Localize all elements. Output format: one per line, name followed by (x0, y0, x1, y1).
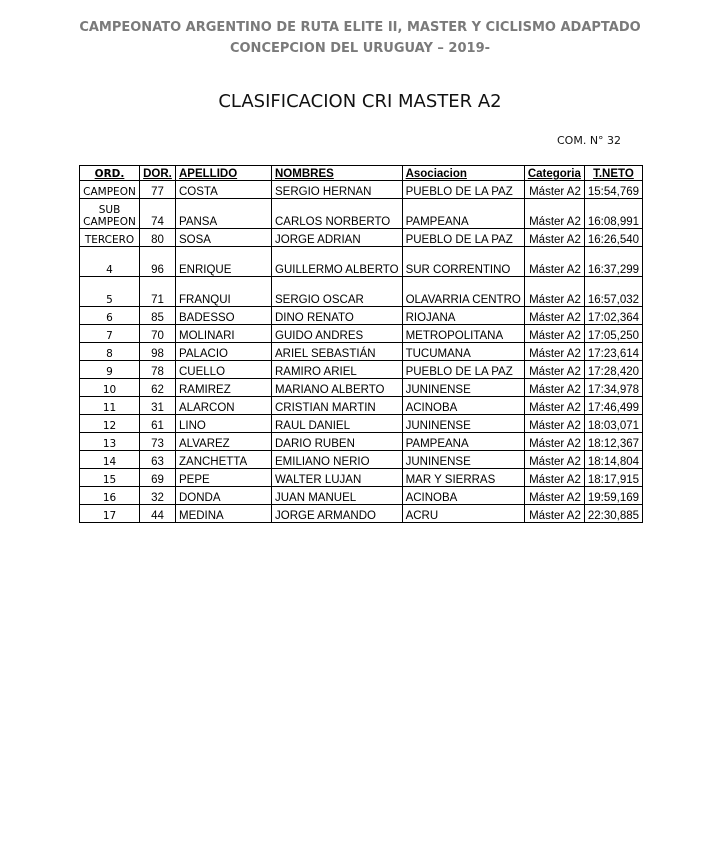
surname-cell: CUELLO (176, 361, 272, 379)
surname-cell: ZANCHETTA (176, 451, 272, 469)
place-cell: 10 (80, 379, 140, 397)
bib-number-cell: 73 (140, 433, 176, 451)
bib-number-cell: 74 (140, 199, 176, 229)
place-cell: SUB CAMPEON (80, 199, 140, 229)
bib-number-cell: 44 (140, 505, 176, 523)
table-header-row (80, 166, 643, 181)
surname-cell: DONDA (176, 487, 272, 505)
table-body (80, 181, 643, 523)
association-cell: RIOJANA (402, 307, 524, 325)
category-cell: Máster A2 (524, 451, 584, 469)
championship-title: CAMPEONATO ARGENTINO DE RUTA ELITE II, MASTER Y CICLISMO ADAPTADO (79, 20, 641, 35)
table-row (80, 307, 643, 325)
association-cell: SUR CORRENTINO (402, 247, 524, 277)
classification-title: CLASIFICACION CRI MASTER A2 (218, 91, 502, 112)
surname-cell: PALACIO (176, 343, 272, 361)
association-cell: ACRU (402, 505, 524, 523)
category-cell: Máster A2 (524, 415, 584, 433)
bib-number-cell: 61 (140, 415, 176, 433)
results-table (79, 165, 643, 523)
association-cell: PAMPEANA (402, 199, 524, 229)
bib-number-cell: 85 (140, 307, 176, 325)
communique-number: COM. N° 32 (557, 134, 622, 147)
given-names-cell: GUILLERMO ALBERTO (272, 247, 403, 277)
col-header-apellido: APELLIDO (176, 166, 272, 181)
association-cell: OLAVARRIA CENTRO (402, 277, 524, 307)
place-cell: 11 (80, 397, 140, 415)
surname-cell: BADESSO (176, 307, 272, 325)
col-header-dor: DOR. (140, 166, 176, 181)
bib-number-cell: 78 (140, 361, 176, 379)
surname-cell: RAMIREZ (176, 379, 272, 397)
bib-number-cell: 77 (140, 181, 176, 199)
bib-number-cell: 63 (140, 451, 176, 469)
bib-number-cell: 80 (140, 229, 176, 247)
surname-cell: LINO (176, 415, 272, 433)
table-row (80, 361, 643, 379)
association-cell: ACINOBA (402, 487, 524, 505)
table-row (80, 397, 643, 415)
table-row (80, 415, 643, 433)
given-names-cell: WALTER LUJAN (272, 469, 403, 487)
category-cell: Máster A2 (524, 325, 584, 343)
place-cell: 16 (80, 487, 140, 505)
net-time-cell: 18:17,915 (584, 469, 642, 487)
given-names-cell: ARIEL SEBASTIÁN (272, 343, 403, 361)
col-header-ord: ORD. (80, 166, 140, 181)
bib-number-cell: 70 (140, 325, 176, 343)
place-cell: CAMPEON (80, 181, 140, 199)
table-row (80, 181, 643, 199)
place-cell: 4 (80, 247, 140, 277)
category-cell: Máster A2 (524, 379, 584, 397)
surname-cell: MEDINA (176, 505, 272, 523)
given-names-cell: RAUL DANIEL (272, 415, 403, 433)
net-time-cell: 18:14,804 (584, 451, 642, 469)
association-cell: PAMPEANA (402, 433, 524, 451)
association-cell: METROPOLITANA (402, 325, 524, 343)
table-row (80, 433, 643, 451)
bib-number-cell: 32 (140, 487, 176, 505)
place-cell: 6 (80, 307, 140, 325)
place-cell: 9 (80, 361, 140, 379)
association-cell: ACINOBA (402, 397, 524, 415)
category-cell: Máster A2 (524, 397, 584, 415)
table-row (80, 343, 643, 361)
table-row (80, 229, 643, 247)
category-cell: Máster A2 (524, 229, 584, 247)
col-header-tneto: T.NETO (584, 166, 642, 181)
col-header-nombres: NOMBRES (272, 166, 403, 181)
given-names-cell: DINO RENATO (272, 307, 403, 325)
bib-number-cell: 96 (140, 247, 176, 277)
net-time-cell: 22:30,885 (584, 505, 642, 523)
category-cell: Máster A2 (524, 505, 584, 523)
association-cell: PUEBLO DE LA PAZ (402, 181, 524, 199)
association-cell: JUNINENSE (402, 379, 524, 397)
place-cell: 14 (80, 451, 140, 469)
given-names-cell: CRISTIAN MARTIN (272, 397, 403, 415)
surname-cell: SOSA (176, 229, 272, 247)
surname-cell: ALVAREZ (176, 433, 272, 451)
table-row (80, 379, 643, 397)
surname-cell: PANSA (176, 199, 272, 229)
bib-number-cell: 98 (140, 343, 176, 361)
association-cell: JUNINENSE (402, 451, 524, 469)
net-time-cell: 15:54,769 (584, 181, 642, 199)
given-names-cell: CARLOS NORBERTO (272, 199, 403, 229)
table-row (80, 469, 643, 487)
given-names-cell: GUIDO ANDRES (272, 325, 403, 343)
given-names-cell: RAMIRO ARIEL (272, 361, 403, 379)
category-cell: Máster A2 (524, 307, 584, 325)
place-cell: 8 (80, 343, 140, 361)
bib-number-cell: 69 (140, 469, 176, 487)
net-time-cell: 19:59,169 (584, 487, 642, 505)
surname-cell: ALARCON (176, 397, 272, 415)
given-names-cell: SERGIO OSCAR (272, 277, 403, 307)
place-cell: 7 (80, 325, 140, 343)
category-cell: Máster A2 (524, 181, 584, 199)
place-cell: 13 (80, 433, 140, 451)
category-cell: Máster A2 (524, 361, 584, 379)
table-row (80, 199, 643, 229)
net-time-cell: 17:23,614 (584, 343, 642, 361)
category-cell: Máster A2 (524, 199, 584, 229)
given-names-cell: SERGIO HERNAN (272, 181, 403, 199)
table-row (80, 277, 643, 307)
given-names-cell: DARIO RUBEN (272, 433, 403, 451)
given-names-cell: EMILIANO NERIO (272, 451, 403, 469)
net-time-cell: 17:05,250 (584, 325, 642, 343)
place-cell: 15 (80, 469, 140, 487)
table-row (80, 247, 643, 277)
given-names-cell: JUAN MANUEL (272, 487, 403, 505)
place-cell: 12 (80, 415, 140, 433)
category-cell: Máster A2 (524, 277, 584, 307)
net-time-cell: 17:28,420 (584, 361, 642, 379)
given-names-cell: JORGE ARMANDO (272, 505, 403, 523)
category-cell: Máster A2 (524, 487, 584, 505)
table-row (80, 325, 643, 343)
surname-cell: COSTA (176, 181, 272, 199)
net-time-cell: 17:02,364 (584, 307, 642, 325)
place-cell: 5 (80, 277, 140, 307)
net-time-cell: 17:46,499 (584, 397, 642, 415)
surname-cell: FRANQUI (176, 277, 272, 307)
net-time-cell: 18:12,367 (584, 433, 642, 451)
net-time-cell: 16:37,299 (584, 247, 642, 277)
place-cell: 17 (80, 505, 140, 523)
association-cell: TUCUMANA (402, 343, 524, 361)
bib-number-cell: 71 (140, 277, 176, 307)
category-cell: Máster A2 (524, 469, 584, 487)
net-time-cell: 17:34,978 (584, 379, 642, 397)
association-cell: PUEBLO DE LA PAZ (402, 229, 524, 247)
association-cell: JUNINENSE (402, 415, 524, 433)
given-names-cell: JORGE ADRIAN (272, 229, 403, 247)
place-cell: TERCERO (80, 229, 140, 247)
surname-cell: PEPE (176, 469, 272, 487)
category-cell: Máster A2 (524, 343, 584, 361)
surname-cell: ENRIQUE (176, 247, 272, 277)
col-header-categoria: Categoria (524, 166, 584, 181)
table-row (80, 505, 643, 523)
surname-cell: MOLINARI (176, 325, 272, 343)
table-row (80, 487, 643, 505)
net-time-cell: 16:08,991 (584, 199, 642, 229)
bib-number-cell: 62 (140, 379, 176, 397)
bib-number-cell: 31 (140, 397, 176, 415)
table-row (80, 451, 643, 469)
net-time-cell: 16:57,032 (584, 277, 642, 307)
net-time-cell: 18:03,071 (584, 415, 642, 433)
net-time-cell: 16:26,540 (584, 229, 642, 247)
association-cell: PUEBLO DE LA PAZ (402, 361, 524, 379)
event-location-year: CONCEPCION DEL URUGUAY – 2019- (229, 41, 491, 56)
col-header-asociacion: Asociacion (402, 166, 524, 181)
category-cell: Máster A2 (524, 433, 584, 451)
given-names-cell: MARIANO ALBERTO (272, 379, 403, 397)
category-cell: Máster A2 (524, 247, 584, 277)
association-cell: MAR Y SIERRAS (402, 469, 524, 487)
